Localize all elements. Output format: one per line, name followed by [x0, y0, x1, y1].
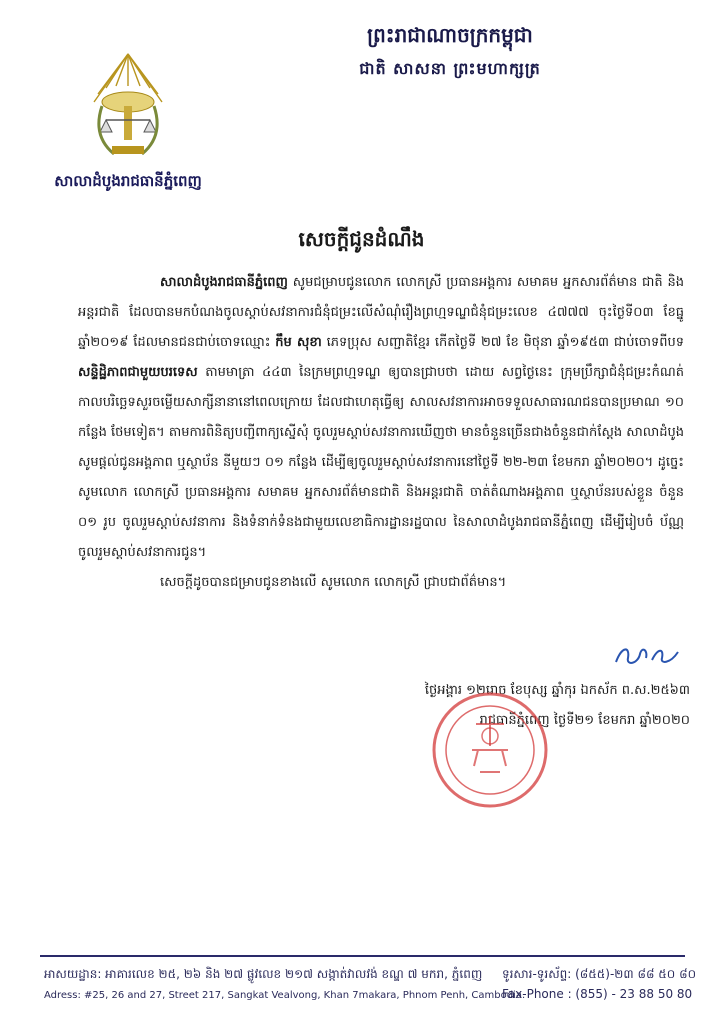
paragraph-text-b: ភេទប្រុស សញ្ជាតិខ្មែរ កើតថ្ងៃទី ២៧ ខែ មិថុនា ឆ្នាំ១៩៥៣ ជាប់ចោទពីបទ — [326, 335, 684, 350]
document-title: សេចក្ដីជូនដំណឹង — [298, 227, 425, 251]
sender-name: សាលាដំបូងរាជធានីភ្នំពេញ — [160, 275, 288, 290]
court-seal-icon — [430, 690, 550, 810]
solar-date: រាជធានីភ្នំពេញ ថ្ងៃទី២១ ខែមករា ឆ្នាំ២០២០ — [479, 713, 690, 728]
paragraph-text-a: សូមជម្រាបជូនលោក លោកស្រី ប្រធានអង្គការ សមាគម អ្នកសារព័ត៌មាន ជាតិ និងអន្តរជាតិ ដែលបានមកបំណងចូលស្ដាប់សវនាការជំនុំជម្រះលើសំណុំរឿងព្រហ្មទណ្ឌជំនុំជម្រះលេខ ៤៧៧៧ ចុះថ្ងៃទី០៣ ខែធ្នូ ឆ្នាំ២០១៩ ដែលមានជនជាប់ចោទឈ្មោះ — [78, 275, 684, 350]
phone-khmer: ទូរសារ-ទូរស័ព្ទ: (៨៥៥)-២៣ ៨៨ ៥០ ៨០ — [502, 967, 697, 981]
lunar-date: ថ្ងៃអង្គារ ១២រោច ខែបុស្ស ឆ្នាំកុរ ឯកស័ក ព.ស.២៥៦៣ — [424, 683, 690, 698]
court-emblem-icon — [88, 46, 168, 166]
phone-english: Fax-Phone : (855) - 23 88 50 80 — [502, 987, 693, 1001]
signature-icon — [612, 642, 682, 670]
address-khmer: អាសយដ្ឋាន: អាគារលេខ ២៥, ២៦ និង ២៧ ផ្លូវលេខ ២១៧ សង្កាត់វាលវង់ ខណ្ឌ ៧ មករា, ភ្នំពេញ — [44, 967, 483, 981]
court-name: សាលាដំបូងរាជធានីភ្នំពេញ — [54, 172, 202, 190]
paragraph-main — [78, 268, 684, 568]
header — [300, 22, 600, 82]
kingdom-title: ព្រះរាជាណាចក្រកម្ពុជា — [367, 23, 533, 47]
accused-name: កឹម សុខា — [275, 335, 322, 350]
footer-divider — [40, 955, 685, 957]
national-motto: ជាតិ សាសនា ព្រះមហាក្សត្រ — [359, 59, 541, 78]
document-body — [78, 268, 684, 598]
paragraph-text-c: តាមមាត្រា ៤៤៣ នៃក្រមព្រហ្មទណ្ឌ ឲ្យបានជ្រាបថា ដោយ សព្វថ្ងៃនេះ ក្រុមប្រឹក្សាជំនុំជម្រះកំណត់កាលបរិច្ឆេទសួរចម្លើយសាក្សីនានានៅពេលក្រោយ ដែលជាហេតុធ្វើឲ្យ សាលសវនាការអាចទទួលសាធារណជនបានប្រមាណ ១០ កន្លែង ថែមទៀត។ តាមការពិនិត្យបញ្ជីពាក្យស្នើសុំ ចូលរួមស្ដាប់សវនាការឃើញថា មានចំនួនច្រើនជាងចំនួនជាក់ស្ដែង សាលាដំបូងសូមផ្ដល់ជូនអង្គភាព ឬស្ថាប័ន នីមួយៗ ០១ កន្លែង ដើម្បីឲ្យចូលរួមស្ដាប់សវនាការនៅថ្ងៃទី ២២-២៣ ខែមករា ឆ្នាំ២០២០។ ដូច្នេះសូមលោក លោកស្រី ប្រធានអង្គការ សមាគម អ្នកសារព័ត៌មានជាតិ និងអន្តរជាតិ ចាត់តំណាងអង្គភាព ឬស្ថាប័នរបស់ខ្លួន ចំនួន ០១ រូប ចូលរួមស្ដាប់សវនាការ និងទំនាក់ទំនងជាមួយលេខាធិការដ្ឋានរដ្ឋបាល នៃសាលាដំបូងរាជធានីភ្នំពេញ ដើម្បីរៀបចំ ប័ណ្ណចូលរួមស្ដាប់សវនាការជូន។ — [78, 365, 684, 560]
paragraph-closing: សេចក្ដីដូចបានជម្រាបជូនខាងលើ សូមលោក លោកស្រី ជ្រាបជាព័ត៌មាន។ — [160, 575, 507, 590]
address-english: Adress: #25, 26 and 27, Street 217, Sangkat Vealvong, Khan 7makara, Phnom Penh, Cambodia. — [44, 990, 526, 1001]
charge-name: សន្ទិដ្ឋិភាពជាមួយបរទេស — [78, 365, 198, 380]
